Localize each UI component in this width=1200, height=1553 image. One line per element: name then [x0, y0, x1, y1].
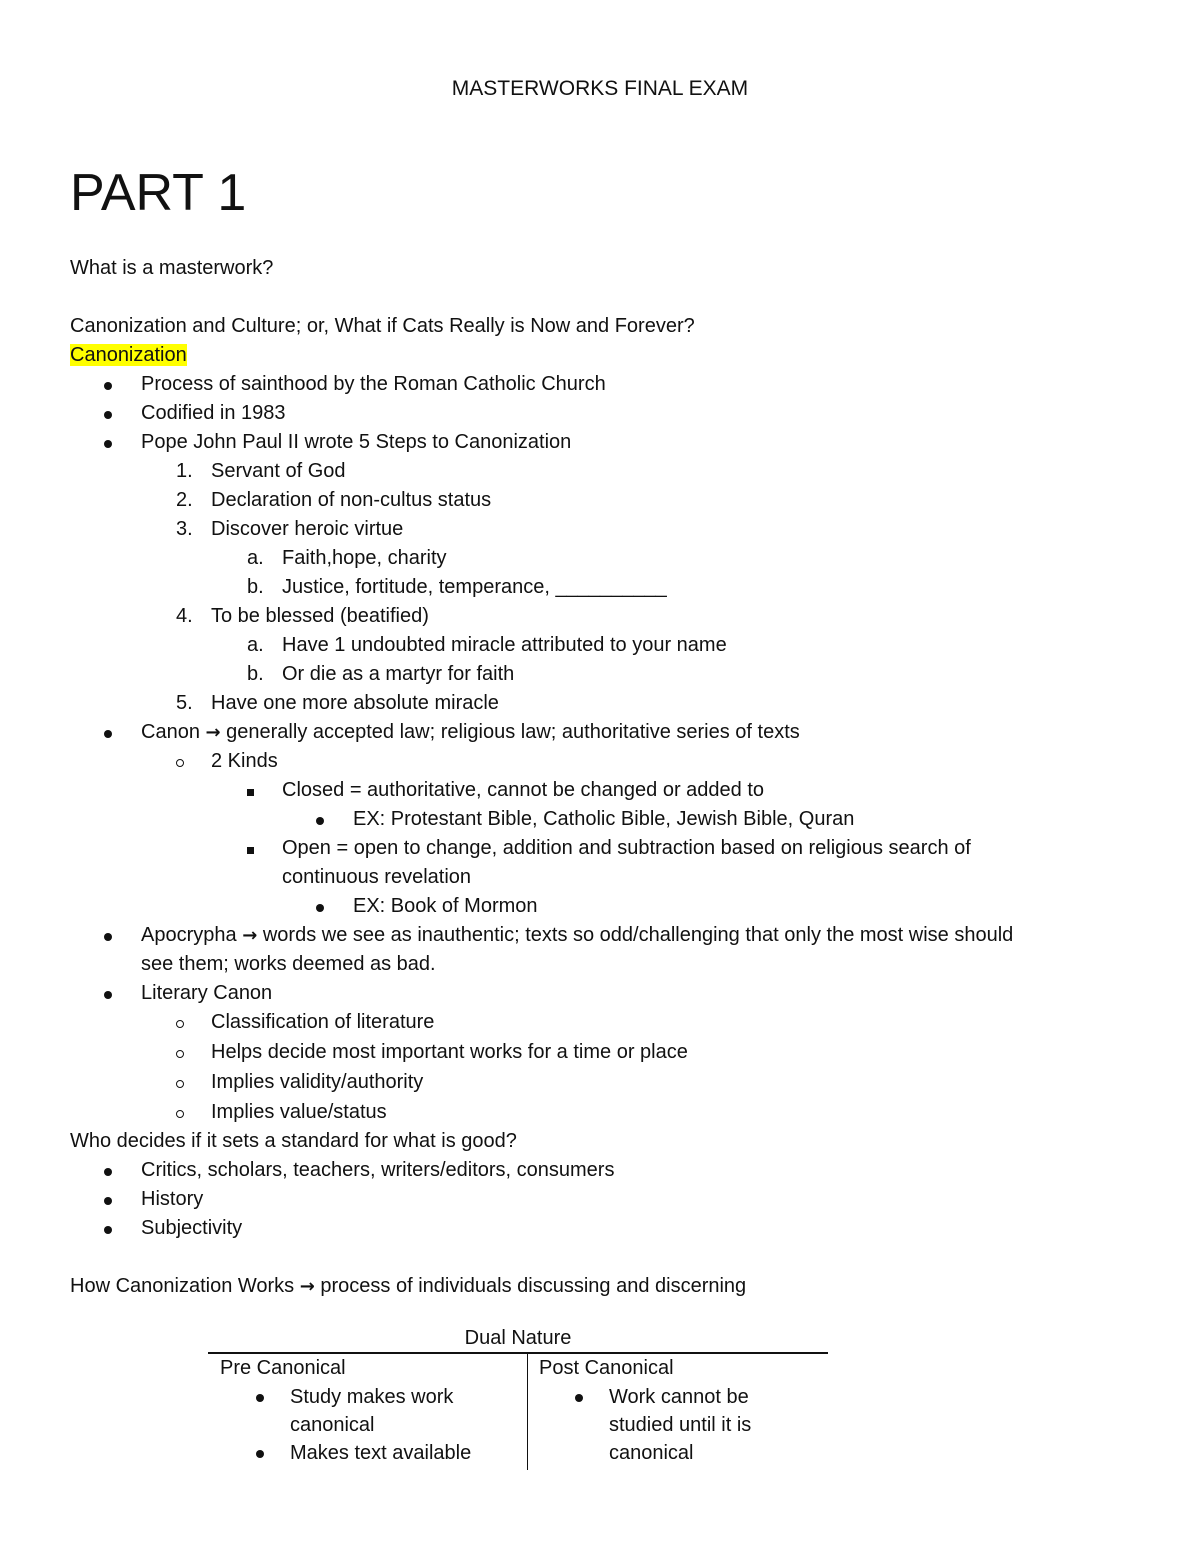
- sub-step-item: a. Have 1 undoubted miracle attributed to your name: [70, 631, 1130, 660]
- list-item: Critics, scholars, teachers, writers/editors, consumers: [70, 1156, 1130, 1185]
- list-item: 2 Kinds: [70, 747, 1130, 776]
- sub-step-letter: a.: [247, 634, 264, 656]
- list-item: EX: Protestant Bible, Catholic Bible, Jewish Bible, Quran: [70, 805, 1130, 834]
- bullet-icon: [316, 892, 324, 921]
- bullet-icon: [316, 805, 324, 834]
- bullet-icon: [104, 718, 112, 747]
- circle-bullet-icon: [176, 1038, 184, 1067]
- document-body: [70, 254, 1130, 1301]
- circle-bullet-icon: [176, 747, 184, 776]
- step-item: 2. Declaration of non-cultus status: [70, 486, 1130, 515]
- bullet-icon: [256, 1394, 264, 1402]
- sub-step-item: b. Justice, fortitude, temperance, __________: [70, 573, 1130, 602]
- list-item: Literary Canon: [70, 979, 1130, 1008]
- list-item: History: [70, 1185, 1130, 1214]
- sub-step-letter: b.: [247, 663, 264, 685]
- list-item: Classification of literature: [70, 1008, 1130, 1037]
- arrow-right-icon: →: [205, 722, 221, 743]
- table-caption: Dual Nature: [208, 1324, 828, 1354]
- circle-bullet-icon: [176, 1098, 184, 1127]
- dual-nature-table: [208, 1324, 828, 1470]
- who-decides-question: Who decides if it sets a standard for what is good?: [70, 1130, 517, 1152]
- step-item: 5. Have one more absolute miracle: [70, 689, 1130, 718]
- bullet-icon: [104, 428, 112, 457]
- list-item: Pope John Paul II wrote 5 Steps to Canonization: [70, 428, 1130, 457]
- bullet-icon: [104, 1214, 112, 1243]
- list-item: Codified in 1983: [70, 399, 1130, 428]
- blank-line: [70, 283, 1130, 312]
- bullet-icon: [104, 399, 112, 428]
- highlighted-term: Canonization: [70, 344, 187, 366]
- canonization-heading: [70, 341, 1130, 370]
- step-item: 4. To be blessed (beatified): [70, 602, 1130, 631]
- pre-canonical-column: [208, 1354, 528, 1470]
- sub-step-letter: a.: [247, 547, 264, 569]
- list-item: Apocrypha → words we see as inauthentic; texts so odd/challenging that only the most wise should see them; works deemed as bad.: [70, 921, 1130, 979]
- square-bullet-icon: [247, 776, 254, 805]
- list-item: Study makes work canonical: [220, 1383, 517, 1439]
- canon-definition: generally accepted law; religious law; authoritative series of texts: [226, 721, 800, 743]
- sub-step-letter: b.: [247, 576, 264, 598]
- arrow-right-icon: →: [299, 1276, 315, 1297]
- bullet-icon: [575, 1394, 583, 1402]
- step-number: 2.: [176, 489, 193, 511]
- section-subtitle: Canonization and Culture; or, What if Cats Really is Now and Forever?: [70, 315, 695, 337]
- sub-step-item: a. Faith,hope, charity: [70, 544, 1130, 573]
- bullet-icon: [104, 979, 112, 1008]
- apocrypha-term: Apocrypha: [141, 924, 237, 946]
- list-item: Implies value/status: [70, 1098, 1130, 1127]
- step-item: 3. Discover heroic virtue: [70, 515, 1130, 544]
- step-number: 1.: [176, 460, 193, 482]
- arrow-right-icon: →: [242, 925, 258, 946]
- column-heading: Pre Canonical: [220, 1357, 346, 1379]
- square-bullet-icon: [247, 834, 254, 863]
- list-item: [70, 718, 1130, 747]
- bullet-icon: [104, 370, 112, 399]
- sub-step-item: b. Or die as a martyr for faith: [70, 660, 1130, 689]
- bullet-icon: [104, 1156, 112, 1185]
- list-item: Implies validity/authority: [70, 1068, 1130, 1097]
- blank-line: [70, 1243, 1130, 1272]
- column-heading: Post Canonical: [539, 1357, 674, 1379]
- document-title: MASTERWORKS FINAL EXAM: [451, 77, 749, 100]
- step-number: 4.: [176, 605, 193, 627]
- list-item: Work cannot be studied until it is canonical: [539, 1383, 818, 1467]
- post-canonical-column: [528, 1354, 828, 1470]
- how-canonization-works: How Canonization Works → process of individuals discussing and discerning: [70, 1275, 747, 1297]
- canon-term: Canon: [141, 721, 200, 743]
- bullet-icon: [104, 921, 112, 950]
- list-item: Open = open to change, addition and subtraction based on religious search of continuous revelation: [70, 834, 1130, 892]
- part-heading: PART 1: [70, 164, 247, 222]
- list-item: Helps decide most important works for a time or place: [70, 1038, 1130, 1067]
- bullet-icon: [256, 1450, 264, 1458]
- list-item: Process of sainthood by the Roman Catholic Church: [70, 370, 1130, 399]
- step-item: 1. Servant of God: [70, 457, 1130, 486]
- step-number: 3.: [176, 518, 193, 540]
- circle-bullet-icon: [176, 1068, 184, 1097]
- list-item: EX: Book of Mormon: [70, 892, 1130, 921]
- bullet-icon: [104, 1185, 112, 1214]
- list-item: Makes text available: [220, 1439, 517, 1467]
- step-number: 5.: [176, 692, 193, 714]
- masterwork-question: What is a masterwork?: [70, 257, 274, 279]
- list-item: Subjectivity: [70, 1214, 1130, 1243]
- list-item: Closed = authoritative, cannot be changed or added to: [70, 776, 1130, 805]
- circle-bullet-icon: [176, 1008, 184, 1037]
